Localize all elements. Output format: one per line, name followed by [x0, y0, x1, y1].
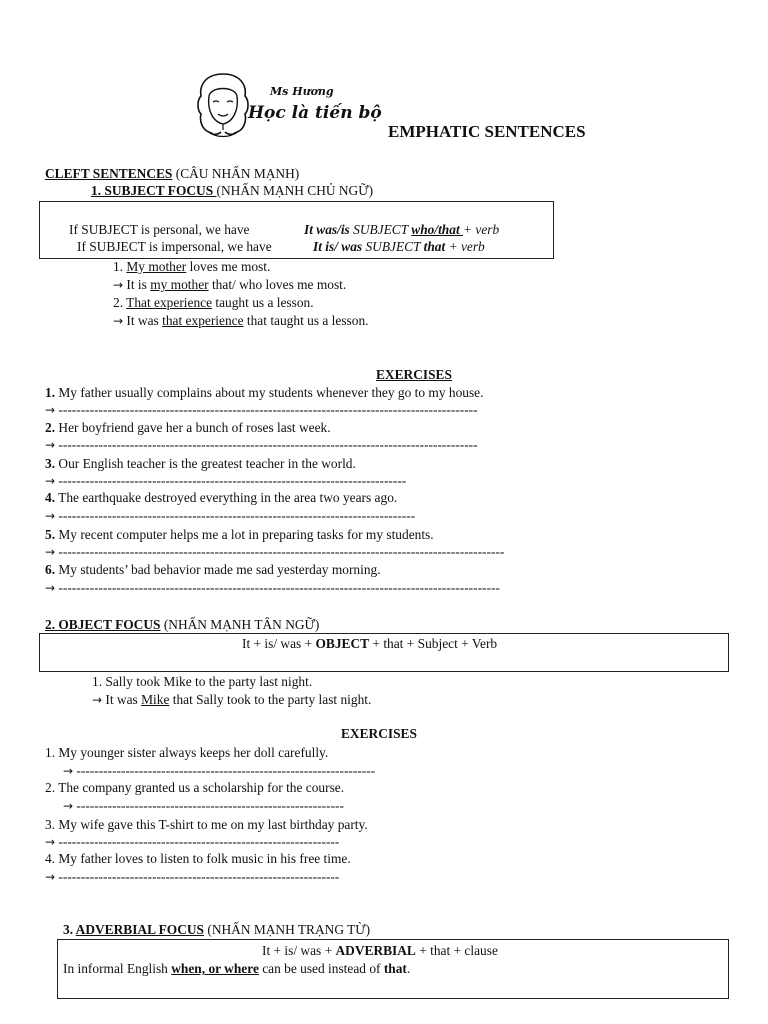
arrow-icon: → [45, 581, 56, 595]
logo-name: Ms Hương [270, 85, 334, 98]
arrow-icon: → [45, 835, 56, 849]
object-focus-heading: 2. OBJECT FOCUS (NHẤN MẠNH TÂN NGỮ) [45, 617, 320, 632]
arrow-icon: → [45, 474, 56, 488]
answer-line[interactable]: → ---------------------------------------------------------------------------------------------------- [45, 544, 505, 559]
exercises-heading-2: EXERCISES [341, 726, 417, 741]
adverbial-focus-heading: 3. ADVERBIAL FOCUS (NHẤN MẠNH TRẠNG TỪ) [63, 922, 371, 937]
answer-line[interactable]: → ------------------------------------------------------------ [63, 798, 344, 813]
rule-impersonal: If SUBJECT is impersonal, we have [77, 239, 272, 254]
exercise-item: 3. My wife gave this T-shirt to me on my last birthday party. [45, 817, 368, 832]
example-2: 2. That experience taught us a lesson. [113, 295, 314, 310]
arrow-icon: → [45, 403, 56, 417]
exercise-item: 4. The earthquake destroyed everything in the area two years ago. [45, 490, 398, 505]
answer-line[interactable]: → -------------------------------------------------------------------------------- [45, 508, 416, 523]
adverbial-note: In informal English when, or where can be used instead of that. [63, 961, 411, 976]
answer-line[interactable]: → ---------------------------------------------------------------------------------------------- [45, 437, 478, 452]
object-example: 1. Sally took Mike to the party last night. [92, 674, 313, 689]
subject-focus-heading: 1. SUBJECT FOCUS (NHẤN MẠNH CHỦ NGỮ) [91, 183, 374, 198]
answer-line[interactable]: → ------------------------------------------------------------------- [63, 763, 376, 778]
arrow-icon: → [113, 314, 124, 328]
exercise-item: 5. My recent computer helps me a lot in preparing tasks for my students. [45, 527, 434, 542]
answer-line[interactable]: → --------------------------------------------------------------------------------------------------- [45, 580, 500, 595]
arrow-icon: → [92, 693, 103, 707]
arrow-icon: → [45, 870, 56, 884]
answer-line[interactable]: → ---------------------------------------------------------------------------------------------- [45, 402, 478, 417]
example-1: 1. My mother loves me most. [113, 259, 271, 274]
cleft-heading: CLEFT SENTENCES (CÂU NHẤN MẠNH) [45, 166, 300, 181]
page-title: EMPHATIC SENTENCES [388, 122, 586, 141]
exercise-item: 1. My younger sister always keeps her doll carefully. [45, 745, 329, 760]
arrow-icon: → [45, 545, 56, 559]
object-example-answer: → It was Mike that Sally took to the party last night. [92, 692, 372, 707]
exercise-item: 4. My father loves to listen to folk music in his free time. [45, 851, 351, 866]
arrow-icon: → [63, 764, 74, 778]
arrow-icon: → [63, 799, 74, 813]
arrow-icon: → [45, 509, 56, 523]
arrow-icon: → [45, 438, 56, 452]
arrow-icon: → [113, 278, 124, 292]
answer-line[interactable]: → ------------------------------------------------------------------------------ [45, 473, 407, 488]
exercise-item: 2. The company granted us a scholarship for the course. [45, 780, 345, 795]
rule-impersonal-formula: It is/ was SUBJECT that + verb [313, 239, 485, 254]
exercise-item: 1. My father usually complains about my students whenever they go to my house. [45, 385, 484, 400]
answer-line[interactable]: → --------------------------------------------------------------- [45, 869, 340, 884]
exercise-item: 3. Our English teacher is the greatest teacher in the world. [45, 456, 356, 471]
example-1-answer: → It is my mother that/ who loves me most. [113, 277, 347, 292]
logo-slogan: Học là tiến bộ [248, 103, 382, 123]
object-rule: It + is/ was + OBJECT + that + Subject + Verb [242, 636, 498, 651]
exercise-item: 6. My students’ bad behavior made me sad yesterday morning. [45, 562, 381, 577]
example-2-answer: → It was that experience that taught us a lesson. [113, 313, 369, 328]
girl-face-icon [193, 70, 253, 140]
rule-personal-formula: It was/is SUBJECT who/that + verb [304, 222, 500, 237]
rule-personal: If SUBJECT is personal, we have [69, 222, 250, 237]
adverbial-rule: It + is/ was + ADVERBIAL + that + clause [262, 943, 498, 958]
exercise-item: 2. Her boyfriend gave her a bunch of roses last week. [45, 420, 331, 435]
answer-line[interactable]: → --------------------------------------------------------------- [45, 834, 340, 849]
exercises-heading-1: EXERCISES [376, 367, 452, 382]
